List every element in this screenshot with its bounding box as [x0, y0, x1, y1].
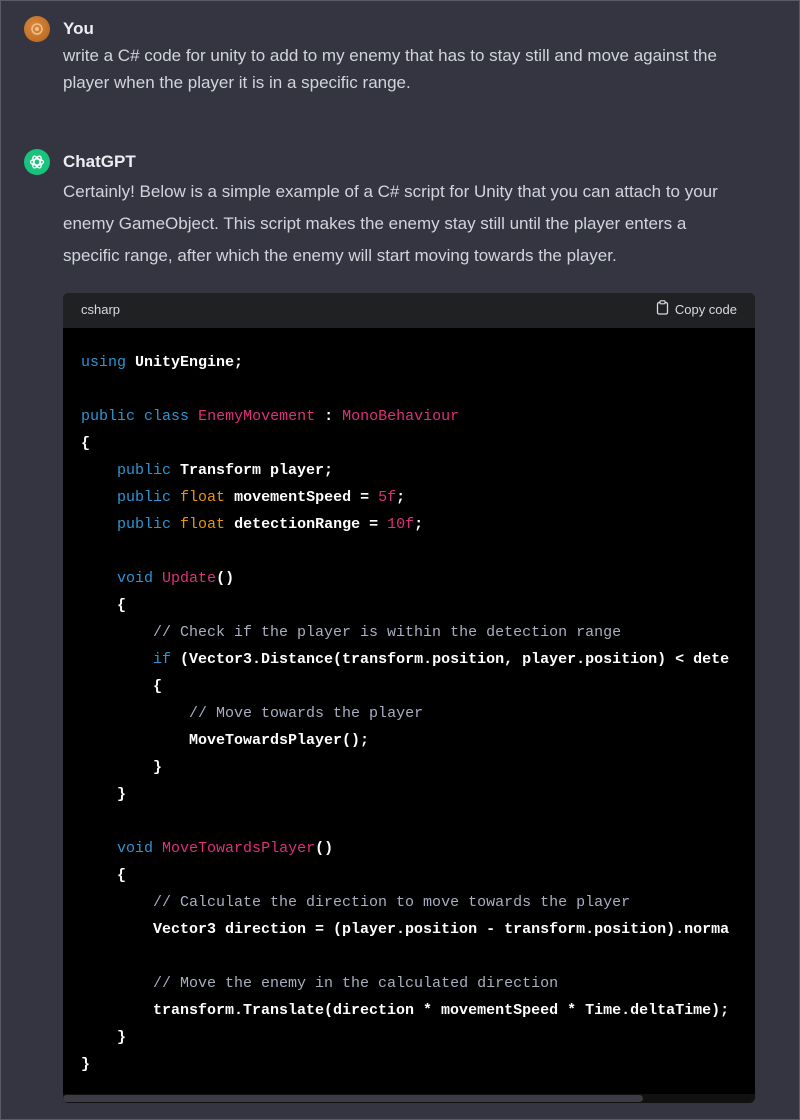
code-content: [81, 349, 755, 1078]
code-token: 5f: [378, 489, 397, 506]
code-token: }: [81, 786, 127, 803]
code-line: [81, 457, 755, 484]
code-token: Transform player;: [171, 462, 334, 479]
code-token: }: [81, 1029, 127, 1046]
code-token: public: [117, 516, 172, 533]
code-token: MoveTowardsPlayer: [162, 840, 316, 857]
code-token: using: [81, 354, 127, 371]
code-line: [81, 430, 755, 457]
code-line: [81, 835, 755, 862]
clipboard-icon: [656, 300, 669, 318]
code-token: [81, 840, 117, 857]
code-token: :: [315, 408, 343, 425]
code-block-header: [63, 293, 755, 328]
code-line: [81, 673, 755, 700]
scrollbar-thumb[interactable]: [63, 1095, 643, 1102]
assistant-message-line: enemy GameObject. This script makes the enemy stay still until the player enters a: [63, 214, 687, 233]
code-token: // Move the enemy in the calculated direction: [153, 975, 559, 992]
code-token: public: [117, 489, 172, 506]
code-line: [81, 943, 755, 970]
code-line: [81, 700, 755, 727]
code-token: MonoBehaviour: [342, 408, 460, 425]
code-token: detectionRange =: [225, 516, 388, 533]
code-token: [81, 624, 153, 641]
code-token: if: [153, 651, 172, 668]
code-token: ;: [414, 516, 424, 533]
code-token: {: [81, 678, 163, 695]
code-token: class: [144, 408, 190, 425]
code-line: [81, 565, 755, 592]
code-block: [63, 293, 755, 1103]
code-token: 10f: [387, 516, 415, 533]
code-token: [135, 408, 144, 425]
code-token: {: [81, 867, 127, 884]
code-token: // Check if the player is within the detection range: [153, 624, 622, 641]
user-avatar-icon: [24, 16, 50, 42]
code-token: (Vector3.Distance(transform.position, player.position) < dete: [171, 651, 730, 668]
code-line: [81, 538, 755, 565]
code-line: [81, 403, 755, 430]
user-author-name: You: [63, 19, 94, 38]
code-token: [81, 462, 117, 479]
code-token: void: [117, 570, 154, 587]
code-token: [81, 894, 153, 911]
code-token: Vector3 direction = (player.position - transform.position).norma: [81, 921, 730, 938]
code-line: [81, 754, 755, 781]
code-token: }: [81, 1056, 91, 1073]
code-token: [81, 651, 153, 668]
code-token: ;: [396, 489, 406, 506]
assistant-message-text: [63, 176, 763, 272]
code-line: [81, 916, 755, 943]
code-token: movementSpeed =: [225, 489, 379, 506]
code-line: [81, 727, 755, 754]
user-message-line: write a C# code for unity to add to my enemy that has to stay still and move against the: [63, 46, 717, 65]
code-token: UnityEngine;: [126, 354, 244, 371]
user-message-text: [63, 42, 763, 96]
user-message-line: player when the player it is in a specific range.: [63, 73, 411, 92]
horizontal-scrollbar[interactable]: [63, 1094, 755, 1103]
code-token: MoveTowardsPlayer();: [81, 732, 370, 749]
code-token: // Move towards the player: [189, 705, 424, 722]
code-line: [81, 781, 755, 808]
code-token: [153, 840, 162, 857]
code-token: [153, 570, 162, 587]
code-token: public: [81, 408, 136, 425]
code-token: Update: [162, 570, 217, 587]
code-line: [81, 376, 755, 403]
code-line: [81, 970, 755, 997]
assistant-message-line: specific range, after which the enemy will start moving towards the player.: [63, 246, 617, 265]
code-line: [81, 1024, 755, 1051]
code-token: [81, 705, 189, 722]
assistant-author-name: ChatGPT: [63, 152, 136, 171]
code-token: EnemyMovement: [198, 408, 316, 425]
code-token: [81, 975, 153, 992]
code-token: }: [81, 759, 163, 776]
code-token: [189, 408, 198, 425]
code-token: {: [81, 435, 91, 452]
code-token: (): [315, 840, 334, 857]
openai-logo-icon: [24, 149, 50, 175]
code-line: [81, 997, 755, 1024]
code-token: (): [216, 570, 235, 587]
code-token: [81, 516, 117, 533]
code-token: [81, 489, 117, 506]
code-token: // Calculate the direction to move towards the player: [153, 894, 631, 911]
code-token: float: [180, 489, 226, 506]
code-line: [81, 1051, 755, 1078]
code-line: [81, 619, 755, 646]
code-token: void: [117, 840, 154, 857]
code-token: float: [180, 516, 226, 533]
copy-code-button[interactable]: [656, 300, 737, 318]
code-line: [81, 349, 755, 376]
code-token: public: [117, 462, 172, 479]
code-token: [171, 516, 180, 533]
code-line: [81, 808, 755, 835]
code-token: [81, 570, 117, 587]
copy-code-label: Copy code: [674, 301, 737, 317]
code-line: [81, 889, 755, 916]
code-line: [81, 862, 755, 889]
code-token: transform.Translate(direction * movementSpeed * Time.deltaTime);: [81, 1002, 730, 1019]
code-line: [81, 484, 755, 511]
code-token: {: [81, 597, 127, 614]
assistant-message-line: Certainly! Below is a simple example of a C# script for Unity that you can attach to your: [63, 182, 718, 201]
code-line: [81, 646, 755, 673]
code-language-label: csharp: [81, 302, 121, 317]
code-line: [81, 511, 755, 538]
code-token: [171, 489, 180, 506]
code-line: [81, 592, 755, 619]
